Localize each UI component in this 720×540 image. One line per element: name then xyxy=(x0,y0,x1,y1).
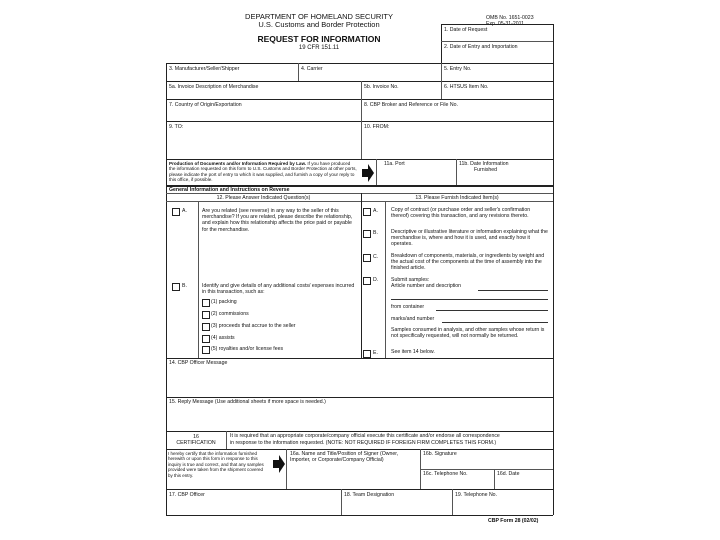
field-5-entry-no[interactable]: 5. Entry No. xyxy=(444,66,472,72)
field-17-cbp-officer[interactable]: 17. CBP Officer xyxy=(169,492,205,498)
form-title: REQUEST FOR INFORMATION xyxy=(257,34,381,44)
q12a-question: Are you related (see reverse) in any way to the seller of this merchandise? If you are related, please describe the relationship, and explain how this relationship affects the price paid or payable for the merchandise. xyxy=(202,208,353,233)
field-11b-furnished-label: Furnished xyxy=(474,167,498,173)
cfr-reference: 19 CFR 151.11 xyxy=(298,45,340,51)
header-mid-line xyxy=(441,41,553,42)
general-info-heading: General Information and Instructions on Reverse xyxy=(169,187,290,193)
divider xyxy=(166,201,553,202)
q13d-from-container: from container xyxy=(391,304,425,310)
certification-notice-1: It is required that an appropriate corporate/company official execute this certificate and/or endorse all correspondence xyxy=(230,433,500,439)
field-11b-date-furnished[interactable]: 11b. Date Information xyxy=(459,161,509,167)
q12a-checkbox[interactable] xyxy=(172,208,180,216)
col-13-heading: 13. Please Furnish Indicated Item(s) xyxy=(415,195,499,201)
q12b-commissions-checkbox[interactable] xyxy=(202,311,210,319)
q12b-question: Identify and give details of any additional costs/ expenses incurred in this transaction, such as: xyxy=(202,283,355,296)
divider xyxy=(376,159,377,185)
q13d-article-line-2[interactable] xyxy=(391,299,548,300)
q12b-item-proceeds: (3) proceeds that accrue to the seller xyxy=(211,323,296,329)
q13e-item: See item 14 below. xyxy=(391,349,435,355)
col-12-13-divider xyxy=(361,193,362,358)
certification-label: CERTIFICATION xyxy=(176,440,216,446)
field-6-htsus-item[interactable]: 6. HTSUS Item No. xyxy=(444,84,489,90)
q13a-checkbox[interactable] xyxy=(363,208,371,216)
form-top-border xyxy=(441,24,553,25)
divider xyxy=(286,449,287,489)
q12b-label: B. xyxy=(182,283,187,289)
agency-name: U.S. Customs and Border Protection xyxy=(258,20,380,29)
department-name: DEPARTMENT OF HOMELAND SECURITY xyxy=(245,12,393,21)
certification-notice-2: in response to the information requested. (NOTE: NOT REQUIRED IF FOREIGN FIRM COMPLETES THIS FORM.) xyxy=(230,440,497,446)
expiration-date: Exp. 05-31-2011 xyxy=(486,21,524,27)
q13d-samples-note: Samples consumed in analysis, and other samples whose return is not specifically requested, will not normally be returned. xyxy=(391,327,545,340)
divider xyxy=(361,121,362,159)
q13c-item: Breakdown of components, materials, or ingredients by weight and the actual cost of the components at the time of assembly into the finished article. xyxy=(391,253,545,272)
divider xyxy=(494,469,495,489)
q13d-marks-number: marks/and number xyxy=(391,316,435,322)
production-notice-text: If you have produced the information requested on this form to U.S. Customs and Border Protection at other ports, please indicate the port of entry to which it was supplied, and furnish a copy of your reply to this office, if possible. xyxy=(169,161,357,183)
form-left-border xyxy=(166,63,167,515)
field-16b-signature[interactable]: 16b. Signature xyxy=(423,451,457,457)
q12b-proceeds-checkbox[interactable] xyxy=(202,323,210,331)
q12b-item-assists: (4) assists xyxy=(211,335,235,341)
field-18-team-designation[interactable]: 18. Team Designation xyxy=(344,492,395,498)
divider xyxy=(420,469,553,470)
field-14-officer-message[interactable]: 14. CBP Officer Message xyxy=(169,360,228,366)
omb-number: OMB No. 1651-0023 xyxy=(486,15,534,21)
field-16c-telephone[interactable]: 16c. Telephone No. xyxy=(423,471,468,477)
field-10-from[interactable]: 10. FROM: xyxy=(364,124,390,130)
divider xyxy=(385,201,386,358)
row-17-top xyxy=(166,489,553,490)
q12b-packing-checkbox[interactable] xyxy=(202,299,210,307)
q13b-label: B. xyxy=(373,230,378,236)
q12b-royalties-checkbox[interactable] xyxy=(202,346,210,354)
divider xyxy=(361,81,362,99)
q13e-checkbox[interactable] xyxy=(363,350,371,358)
field-7-country-of-origin[interactable]: 7. Country of Origin/Exportation xyxy=(169,102,242,108)
q13e-label: E. xyxy=(373,350,378,356)
field-4-carrier[interactable]: 4. Carrier xyxy=(301,66,323,72)
q12b-assists-checkbox[interactable] xyxy=(202,335,210,343)
row-16-top xyxy=(166,431,553,432)
row-7-top xyxy=(166,99,553,100)
certification-statement: I hereby certify that the information furnished herewith or upon this form in response to this inquiry is true and correct, and that any samples provided were taken from the shipment covered by this entry. xyxy=(168,451,264,478)
q13d-marks-line[interactable] xyxy=(442,322,548,323)
row-9-top xyxy=(166,121,553,122)
field-5a-invoice-description[interactable]: 5a. Invoice Description of Merchandise xyxy=(169,84,259,90)
form-identifier: CBP Form 28 (02/02) xyxy=(488,518,539,524)
arrow-right-icon xyxy=(361,163,375,183)
field-1-date-of-request[interactable]: 1. Date of Request xyxy=(444,27,488,33)
q12b-item-royalties: (5) royalties and/or license fees xyxy=(211,346,284,352)
row-5a-top xyxy=(166,81,553,82)
divider xyxy=(456,159,457,185)
field-8-cbp-broker[interactable]: 8. CBP Broker and Reference or File No. xyxy=(364,102,458,108)
q12b-checkbox[interactable] xyxy=(172,283,180,291)
production-row-top xyxy=(166,159,553,160)
divider xyxy=(441,63,442,81)
q13d-container-line[interactable] xyxy=(436,310,548,311)
row-15-top xyxy=(166,397,553,398)
field-2-date-of-entry[interactable]: 2. Date of Entry and Importation xyxy=(444,44,518,50)
q13d-submit-samples: Submit samples: xyxy=(391,277,430,283)
divider xyxy=(298,63,299,81)
field-5b-invoice-no[interactable]: 5b. Invoice No. xyxy=(364,84,399,90)
certification-number: 16 xyxy=(193,434,199,440)
field-16d-date[interactable]: 16d. Date xyxy=(497,471,520,477)
divider xyxy=(226,431,227,449)
field-11a-port[interactable]: 11a. Port xyxy=(384,161,405,167)
q13d-label: D. xyxy=(373,277,379,283)
divider xyxy=(166,193,553,194)
q13b-item: Descriptive or illustrative literature or information explaining what the merchandise is, where and how it is used, and exactly how it operates. xyxy=(391,229,548,248)
row-3-top xyxy=(166,63,553,64)
q13c-checkbox[interactable] xyxy=(363,254,371,262)
production-notice-title: Production of Documents and/or Information Required by Law. xyxy=(169,161,307,166)
field-19-telephone[interactable]: 19. Telephone No. xyxy=(455,492,498,498)
q12b-item-commissions: (2) commissions xyxy=(211,311,249,317)
q13b-checkbox[interactable] xyxy=(363,230,371,238)
form-right-border xyxy=(553,24,554,515)
divider xyxy=(361,99,362,121)
production-notice xyxy=(169,161,357,183)
arrow-right-icon xyxy=(272,454,286,474)
divider xyxy=(441,81,442,99)
q13d-article-line-1[interactable] xyxy=(478,290,548,291)
field-3-manufacturer[interactable]: 3. Manufacturer/Seller/Shipper xyxy=(169,66,240,72)
q13a-item: Copy of contract (or purchase order and seller's confirmation thereof) covering this transaction, and any revisions thereto. xyxy=(391,207,531,220)
form-bottom-border xyxy=(166,515,553,516)
q13d-checkbox[interactable] xyxy=(363,277,371,285)
row-14-top xyxy=(166,358,553,359)
header-right-col-divider xyxy=(441,24,442,63)
q13a-label: A. xyxy=(373,208,378,214)
divider xyxy=(341,489,342,515)
divider xyxy=(166,449,553,450)
divider xyxy=(452,489,453,515)
q13c-label: C. xyxy=(373,254,379,260)
field-9-to[interactable]: 9. TO: xyxy=(169,124,184,130)
q13d-article-number: Article number and description xyxy=(391,283,462,289)
q12b-item-packing: (1) packing xyxy=(211,299,237,305)
q12a-label: A. xyxy=(182,208,187,214)
divider xyxy=(198,201,199,358)
field-15-reply-message[interactable]: 15. Reply Message (Use additional sheets if more space is needed.) xyxy=(169,399,326,405)
field-16a-signer-name[interactable]: 16a. Name and Title/Position of Signer (Owner, Importer, or Corporate/Company Official) xyxy=(290,451,399,464)
col-12-heading: 12. Please Answer Indicated Question(s) xyxy=(216,195,311,201)
